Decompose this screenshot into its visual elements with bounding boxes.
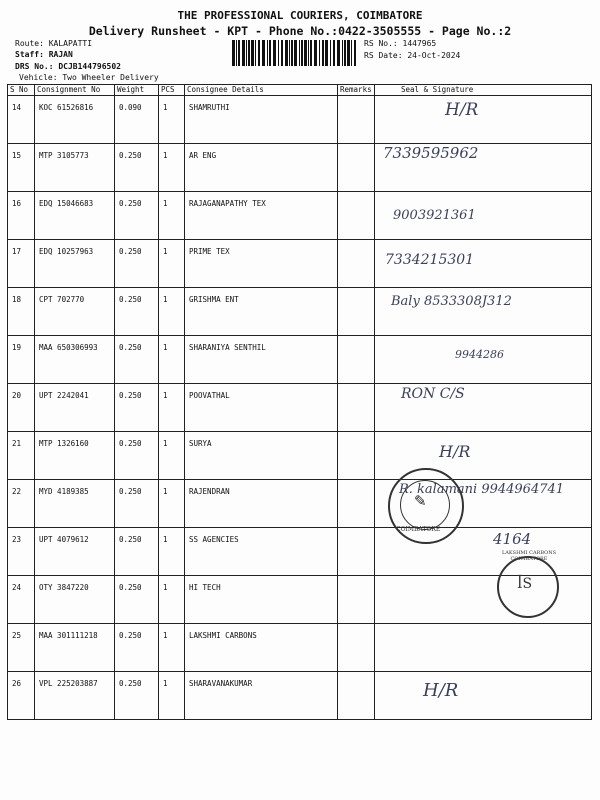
barcode-bar	[251, 40, 254, 66]
barcode-bar	[248, 40, 250, 66]
row-sno: 22	[8, 480, 35, 528]
runsheet-title: Delivery Runsheet - KPT - Phone No.:0422-3505555 - Page No.:2	[88, 24, 512, 38]
barcode-bar	[246, 40, 247, 66]
barcode-bar	[267, 40, 268, 66]
rs-date: RS Date: 24-Oct-2024	[364, 51, 461, 60]
weight-value: 0.250	[115, 384, 159, 432]
row-sno: 20	[8, 384, 35, 432]
handwritten-signature: 4164	[493, 530, 532, 548]
consignee-name: PRIME TEX	[185, 240, 338, 288]
row-sno: 18	[8, 288, 35, 336]
row-sno: 17	[8, 240, 35, 288]
barcode-bar	[278, 40, 279, 66]
pcs-value: 1	[159, 576, 185, 624]
col-consignment: Consignment No	[35, 85, 115, 96]
runsheet-table	[7, 84, 592, 720]
barcode-bar	[294, 40, 297, 66]
table-header-row	[8, 85, 592, 96]
pcs-value: 1	[159, 624, 185, 672]
rs-number: RS No.: 1447965	[364, 39, 437, 48]
barcode-bar	[255, 40, 256, 66]
handwritten-signature: H/R	[423, 680, 459, 701]
barcode-bar	[330, 40, 331, 66]
consignment-number: MAA 301111218	[35, 624, 115, 672]
consignee-name: POOVATHAL	[185, 384, 338, 432]
company-title: THE PROFESSIONAL COURIERS, COIMBATORE	[177, 9, 423, 22]
weight-value: 0.250	[115, 432, 159, 480]
table-row	[8, 336, 592, 384]
row-sno: 24	[8, 576, 35, 624]
table-row	[8, 624, 592, 672]
consignment-number: UPT 4079612	[35, 528, 115, 576]
consignment-number: MYD 4189385	[35, 480, 115, 528]
barcode-bar	[289, 40, 290, 66]
seal-signature-cell	[375, 336, 592, 384]
seal-signature-cell	[375, 96, 592, 144]
row-sno: 19	[8, 336, 35, 384]
table-row	[8, 96, 592, 144]
consignment-number: MAA 650306993	[35, 336, 115, 384]
weight-value: 0.250	[115, 480, 159, 528]
col-sno: S No	[8, 85, 35, 96]
pcs-value: 1	[159, 96, 185, 144]
consignee-name: RAJENDRAN	[185, 480, 338, 528]
remarks-cell	[338, 144, 375, 192]
barcode-bar	[319, 40, 320, 66]
table-row	[8, 192, 592, 240]
consignment-number: EDQ 15046683	[35, 192, 115, 240]
barcode-bar	[285, 40, 288, 66]
barcode-bar	[347, 40, 350, 66]
barcode-bar	[304, 40, 307, 66]
barcode-bar	[281, 40, 283, 66]
seal-signature-cell	[375, 288, 592, 336]
consignment-number: MTP 3105773	[35, 144, 115, 192]
remarks-cell	[338, 672, 375, 720]
consignee-name: AR ENG	[185, 144, 338, 192]
table-row	[8, 480, 592, 528]
barcode-bar	[342, 40, 343, 66]
barcode-bar	[310, 40, 312, 66]
handwritten-signature: 7334215301	[385, 252, 475, 268]
table-row	[8, 384, 592, 432]
consignment-number: KOC 61526816	[35, 96, 115, 144]
barcode-bar	[273, 40, 276, 66]
weight-value: 0.250	[115, 672, 159, 720]
remarks-cell	[338, 336, 375, 384]
barcode-bar	[236, 40, 237, 66]
col-consignee: Consignee Details	[185, 85, 338, 96]
weight-value: 0.250	[115, 624, 159, 672]
barcode-bar	[333, 40, 335, 66]
staff-label: Staff: RAJAN	[15, 50, 73, 59]
seal-signature-cell	[375, 144, 592, 192]
barcode-bar	[291, 40, 293, 66]
barcode-bar	[322, 40, 324, 66]
col-pcs: PCS	[159, 85, 185, 96]
handwritten-signature: Baly 8533308J312	[391, 294, 512, 309]
row-sno: 23	[8, 528, 35, 576]
row-sno: 16	[8, 192, 35, 240]
barcode-bar	[262, 40, 265, 66]
remarks-cell	[338, 192, 375, 240]
consignee-name: RAJAGANAPATHY TEX	[185, 192, 338, 240]
barcode-bar	[351, 40, 352, 66]
route-label: Route: KALAPATTI	[15, 39, 93, 48]
weight-value: 0.250	[115, 288, 159, 336]
consignee-name: SHARANIYA SENTHIL	[185, 336, 338, 384]
consignee-name: SHAMRUTHI	[185, 96, 338, 144]
barcode-bar	[308, 40, 309, 66]
consignee-name: GRISHMA ENT	[185, 288, 338, 336]
consignment-number: MTP 1326160	[35, 432, 115, 480]
handwritten-signature: 7339595962	[383, 144, 479, 162]
col-signature: Seal & Signature	[375, 85, 592, 96]
pcs-value: 1	[159, 384, 185, 432]
weight-value: 0.250	[115, 528, 159, 576]
remarks-cell	[338, 576, 375, 624]
table-row	[8, 288, 592, 336]
weight-value: 0.250	[115, 144, 159, 192]
remarks-cell	[338, 240, 375, 288]
pcs-value: 1	[159, 432, 185, 480]
barcode-bar	[242, 40, 245, 66]
drs-number: DRS No.: DCJB144796502	[15, 62, 121, 71]
weight-value: 0.250	[115, 192, 159, 240]
weight-value: 0.250	[115, 576, 159, 624]
company-seal: ✎ COIMBATORE	[388, 468, 464, 544]
barcode-bar	[337, 40, 340, 66]
weight-value: 0.090	[115, 96, 159, 144]
weight-value: 0.250	[115, 240, 159, 288]
consignee-name: LAKSHMI CARBONS	[185, 624, 338, 672]
remarks-cell	[338, 528, 375, 576]
barcode-bar	[238, 40, 240, 66]
barcode-bar	[314, 40, 317, 66]
seal-signature-cell	[375, 240, 592, 288]
handwritten-signature: 9944286	[455, 348, 504, 361]
table-row	[8, 144, 592, 192]
table-row	[8, 432, 592, 480]
pcs-value: 1	[159, 528, 185, 576]
row-sno: 26	[8, 672, 35, 720]
weight-value: 0.250	[115, 336, 159, 384]
pcs-value: 1	[159, 336, 185, 384]
barcode-bar	[301, 40, 303, 66]
barcode-bar	[299, 40, 300, 66]
row-sno: 21	[8, 432, 35, 480]
consignment-number: UPT 2242041	[35, 384, 115, 432]
pcs-value: 1	[159, 672, 185, 720]
seal-text-2: LAKSHMI CARBONS COIMBATORE	[501, 550, 556, 562]
pcs-value: 1	[159, 144, 185, 192]
col-remarks: Remarks	[338, 85, 375, 96]
consignment-number: CPT 702770	[35, 288, 115, 336]
pcs-value: 1	[159, 192, 185, 240]
table-row	[8, 672, 592, 720]
barcode	[232, 40, 356, 66]
remarks-cell	[338, 384, 375, 432]
seal-signature-cell	[375, 576, 592, 624]
seal-signature-cell	[375, 624, 592, 672]
remarks-cell	[338, 480, 375, 528]
pcs-value: 1	[159, 240, 185, 288]
seal-signature-cell	[375, 192, 592, 240]
row-sno: 15	[8, 144, 35, 192]
consignee-name: SHARAVANAKUMAR	[185, 672, 338, 720]
table-row	[8, 240, 592, 288]
consignment-number: EDQ 10257963	[35, 240, 115, 288]
seal-signature-cell	[375, 384, 592, 432]
pcs-value: 1	[159, 480, 185, 528]
barcode-bar	[232, 40, 235, 66]
handwritten-signature: 9003921361	[393, 208, 476, 223]
barcode-bar	[269, 40, 271, 66]
barcode-bar	[325, 40, 328, 66]
handwritten-signature: R. kalamani 9944964741	[399, 482, 565, 497]
handwritten-signature: RON C/S	[401, 386, 465, 402]
remarks-cell	[338, 624, 375, 672]
consignee-name: HI TECH	[185, 576, 338, 624]
remarks-cell	[338, 96, 375, 144]
consignment-number: VPL 225203887	[35, 672, 115, 720]
remarks-cell	[338, 288, 375, 336]
consignee-name: SS AGENCIES	[185, 528, 338, 576]
barcode-bar	[344, 40, 346, 66]
col-weight: Weight	[115, 85, 159, 96]
lakshmi-carbons-seal: ꟾS LAKSHMI CARBONS COIMBATORE	[497, 556, 559, 618]
barcode-bar	[258, 40, 260, 66]
seal-text-1: COIMBATORE	[396, 526, 441, 533]
pcs-value: 1	[159, 288, 185, 336]
handwritten-signature: H/R	[445, 100, 479, 120]
vehicle-label: Vehicle: Two Wheeler Delivery	[19, 73, 159, 82]
consignee-name: SURYA	[185, 432, 338, 480]
row-sno: 14	[8, 96, 35, 144]
consignment-number: OTY 3847220	[35, 576, 115, 624]
seal-signature-cell	[375, 672, 592, 720]
row-sno: 25	[8, 624, 35, 672]
remarks-cell	[338, 432, 375, 480]
barcode-bar	[354, 40, 356, 66]
handwritten-signature: H/R	[439, 442, 471, 461]
